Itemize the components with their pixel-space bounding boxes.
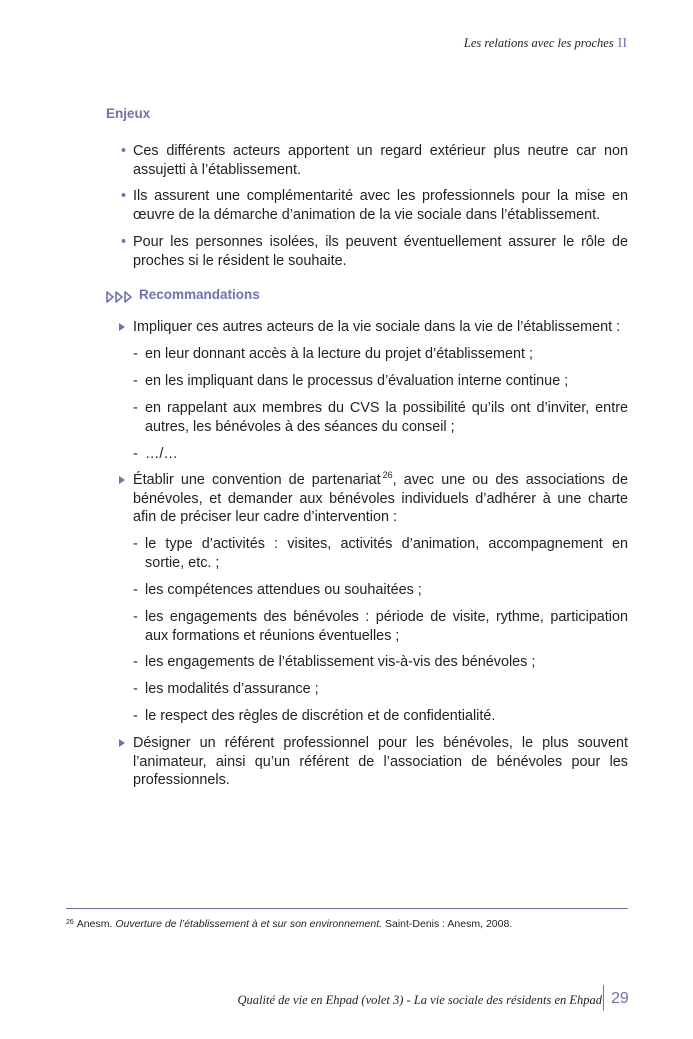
running-head-title: Les relations avec les proches	[463, 36, 614, 50]
dash-marker: -	[133, 681, 138, 697]
footnote-publisher: Saint-Denis : Anesm, 2008.	[384, 918, 513, 930]
sub-item-text: les engagements de l’établissement vis-à-vis des bénévoles ;	[145, 654, 536, 670]
bullet-icon: •	[121, 188, 127, 204]
enjeux-heading: Enjeux	[106, 106, 151, 121]
dash-marker: -	[133, 446, 138, 462]
folio-divider	[603, 985, 604, 1011]
triangle-right-icon	[119, 476, 125, 484]
sub-item-text: en les impliquant dans le processus d’évaluation interne continue ;	[145, 373, 569, 389]
recommandation-text	[133, 471, 628, 527]
dash-marker: -	[133, 536, 138, 552]
part-number: II	[617, 36, 627, 51]
footnote	[66, 918, 512, 930]
footnote-rule	[66, 908, 628, 909]
dash-marker: -	[133, 346, 138, 362]
recommandation-text: Désigner un référent professionnel pour les bénévoles, le plus souvent l’animateur, ainsi qu’un référent de l’association de bénévoles pour les professionnels.	[133, 735, 628, 788]
triangle-right-icon	[119, 739, 125, 747]
enjeux-item-text: Ces différents acteurs apportent un regard extérieur plus neutre car non assujetti à l’établissement.	[133, 143, 628, 178]
sub-item-text: le respect des règles de discrétion et de confidentialité.	[145, 708, 496, 724]
dash-marker: -	[133, 373, 138, 389]
footnote-title: Ouverture de l’établissement à et sur son environnement.	[115, 918, 383, 930]
footnote-number: 26	[66, 919, 74, 926]
triple-chevron-icon	[106, 291, 136, 303]
page-number: 29	[611, 990, 629, 1007]
footer-title: Qualité de vie en Ehpad (volet 3) - La vie sociale des résidents en Ehpad	[237, 993, 602, 1007]
enjeux-item-text: Ils assurent une complémentarité avec les professionnels pour la mise en œuvre de la démarche d’animation de la vie sociale dans l’établissement.	[133, 188, 628, 223]
footnote-ref: 26	[382, 470, 393, 481]
recommandation-text-start: Établir une convention de partenariat	[133, 472, 381, 488]
sub-item-text: le type d’activités : visites, activités d’animation, accompagnement en sortie, etc. ;	[145, 536, 628, 571]
running-head	[464, 36, 627, 52]
sub-item-text: en leur donnant accès à la lecture du projet d’établissement ;	[145, 346, 533, 362]
sub-item-text: les modalités d’assurance ;	[145, 681, 319, 697]
sub-item-text: les engagements des bénévoles : période de visite, rythme, participation aux formations et réunions éventuelles ;	[145, 609, 628, 644]
bullet-icon: •	[121, 234, 127, 250]
dash-marker: -	[133, 708, 138, 724]
dash-marker: -	[133, 654, 138, 670]
bullet-icon: •	[121, 143, 127, 159]
recommandation-text-end: , avec une ou des associations de bénévoles, et demander aux bénévoles individuels d’adhérer à une charte afin de préciser leur cadre d’intervention :	[133, 472, 628, 525]
dash-marker: -	[133, 582, 138, 598]
sub-item-text: …/…	[145, 446, 178, 462]
triangle-right-icon	[119, 323, 125, 331]
recommandation-text: Impliquer ces autres acteurs de la vie sociale dans la vie de l’établissement :	[133, 319, 621, 335]
footnote-author: Anesm.	[76, 918, 113, 930]
recommandations-heading: Recommandations	[139, 287, 260, 302]
sub-item-text: en rappelant aux membres du CVS la possibilité qu’ils ont d’inviter, entre autres, les bénévoles à des séances du conseil ;	[145, 400, 628, 435]
dash-marker: -	[133, 609, 138, 625]
enjeux-item-text: Pour les personnes isolées, ils peuvent éventuellement assurer le rôle de proches si le résident le souhaite.	[133, 234, 628, 269]
dash-marker: -	[133, 400, 138, 416]
sub-item-text: les compétences attendues ou souhaitées ;	[145, 582, 422, 598]
